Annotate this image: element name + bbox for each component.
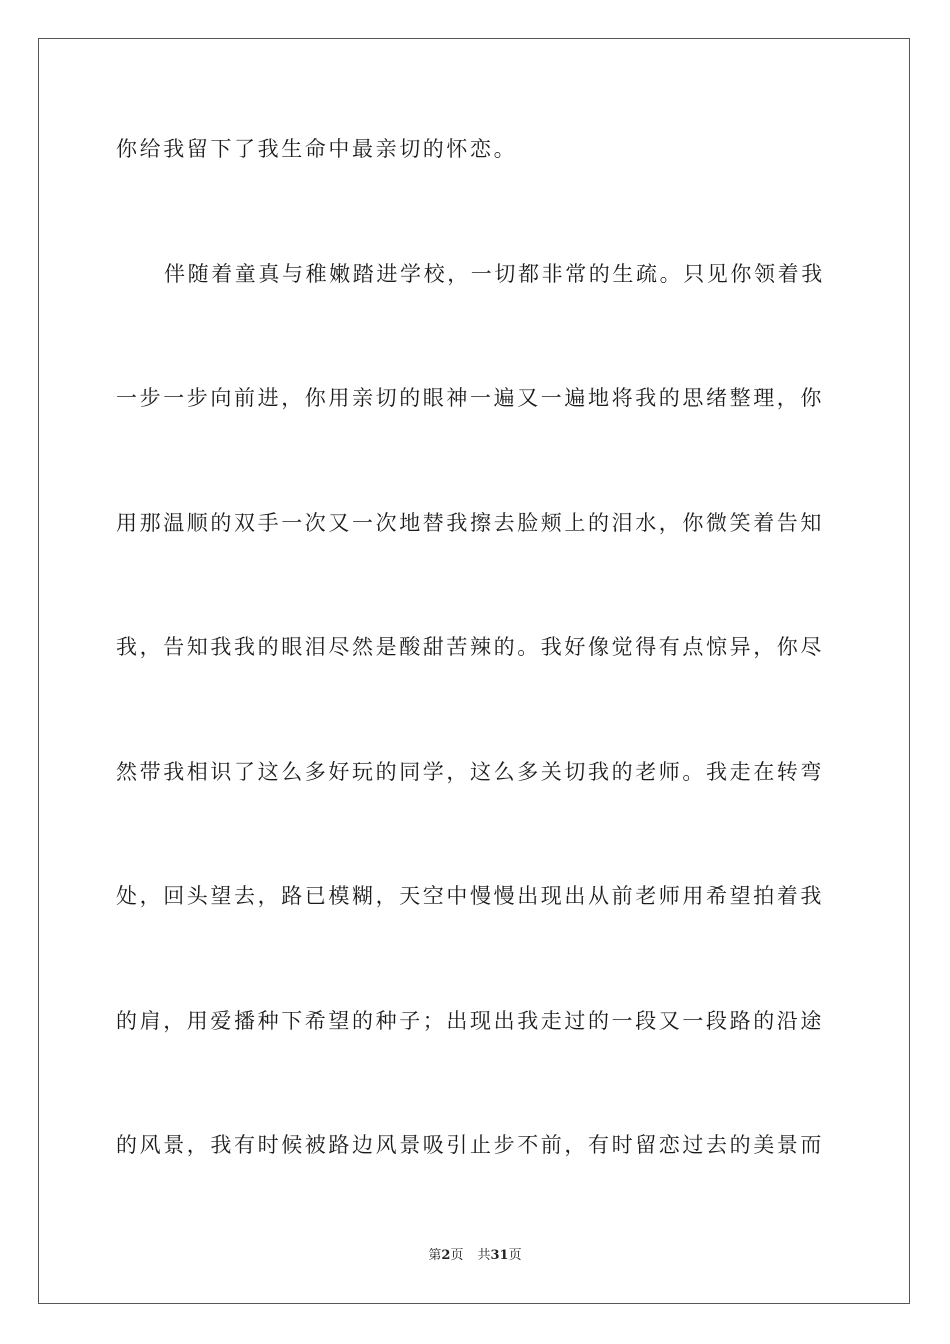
text-line-4: 用那温顺的双手一次又一次地替我擦去脸颊上的泪水，你微笑着告知 [116, 511, 824, 535]
total-prefix: 共 [477, 1248, 491, 1263]
text-line-7: 处，回头望去，路已模糊，天空中慢慢出现出从前老师用希望拍着我 [116, 884, 824, 908]
text-line-5: 我，告知我我的眼泪尽然是酸甜苦辣的。我好像觉得有点惊异，你尽 [116, 635, 824, 659]
page-prefix: 第 [428, 1248, 442, 1263]
text-line-3: 一步一步向前进，你用亲切的眼神一遍又一遍地将我的思绪整理，你 [116, 386, 824, 410]
text-line-6: 然带我相识了这么多好玩的同学，这么多关切我的老师。我走在转弯 [116, 760, 824, 784]
page-footer [0, 1247, 950, 1265]
page-suffix: 页 [450, 1248, 464, 1263]
text-line-2: 伴随着童真与稚嫩踏进学校，一切都非常的生疏。只见你领着我 [164, 262, 825, 286]
text-line-8: 的肩，用爱播种下希望的种子；出现出我走过的一段又一段路的沿途 [116, 1009, 824, 1033]
page-number: 2 [441, 1248, 451, 1263]
total-suffix: 页 [508, 1248, 522, 1263]
page-frame [38, 38, 910, 1304]
text-line-9: 的风景，我有时候被路边风景吸引止步不前，有时留恋过去的美景而 [116, 1133, 824, 1157]
text-line-1: 你给我留下了我生命中最亲切的怀恋。 [116, 137, 518, 161]
total-pages: 31 [490, 1248, 509, 1263]
